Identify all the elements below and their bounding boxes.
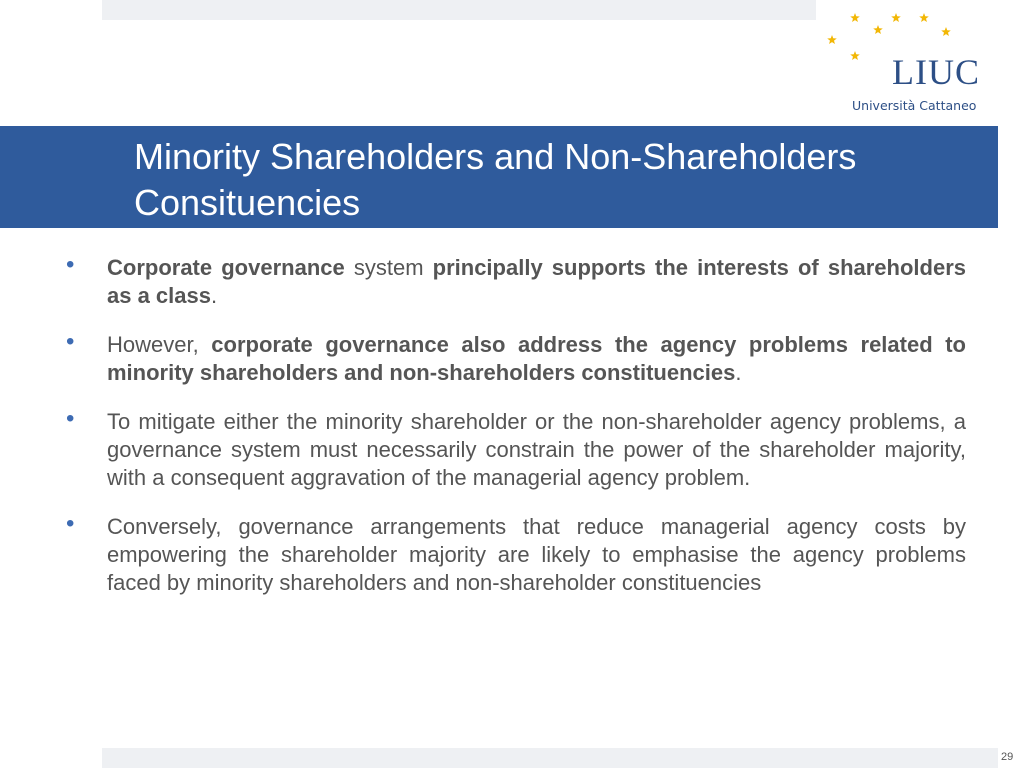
bullet-segment: . [210, 283, 218, 308]
bullet-item [60, 405, 966, 492]
bullet-dot-icon: • [66, 328, 75, 355]
bullet-segment: system [344, 255, 433, 280]
bullet-text [107, 255, 966, 308]
bullet-item [60, 328, 966, 387]
bullet-bold-segment: corporate governance also address the agency problems related to minority shareholders and non-shareholders constituencies [107, 332, 966, 385]
star-icon [891, 13, 901, 22]
bottom-decorative-strip [102, 748, 998, 768]
star-icon [941, 27, 951, 36]
bullet-item [60, 510, 966, 597]
bullet-item [60, 251, 966, 310]
star-icon [827, 35, 837, 44]
star-icon [919, 13, 929, 22]
bullet-dot-icon: • [66, 510, 75, 537]
bullet-dot-icon: • [66, 405, 75, 432]
bullet-text [107, 514, 966, 595]
logo-wordmark: LIUC [892, 52, 980, 92]
slide-title-line-2: Consituencies [134, 182, 361, 223]
top-decorative-strip [102, 0, 816, 20]
bullet-list [60, 251, 966, 618]
slide-title [134, 134, 974, 226]
bullet-text [107, 409, 966, 490]
star-icon [850, 51, 860, 60]
bullet-bold-segment: principally supports the interests of shareholders as a class [107, 255, 966, 308]
bullet-dot-icon: • [66, 251, 75, 278]
star-icon [873, 25, 883, 34]
slide-title-line-1: Minority Shareholders and Non-Shareholders [134, 136, 857, 177]
bullet-bold-segment: Corporate governance [107, 255, 345, 280]
bullet-text [107, 332, 966, 385]
bullet-segment: . [735, 360, 742, 385]
logo-subtitle: Università Cattaneo [852, 98, 977, 113]
bullet-segment: To mitigate either the minority shareholder or the non-shareholder agency problems, a governance system must necessarily constrain the power of the shareholder majority, with a consequent aggravation of the managerial agency problem. [107, 409, 966, 490]
liuc-logo [826, 10, 996, 120]
bullet-segment: However, [107, 332, 212, 357]
bullet-segment: Conversely, governance arrangements that reduce managerial agency costs by empowering the shareholder majority are likely to emphasise the agency problems faced by minority shareholders and non-shareholder constituencies [107, 514, 966, 595]
page-number: 29 [1001, 751, 1014, 763]
star-icon [850, 13, 860, 22]
